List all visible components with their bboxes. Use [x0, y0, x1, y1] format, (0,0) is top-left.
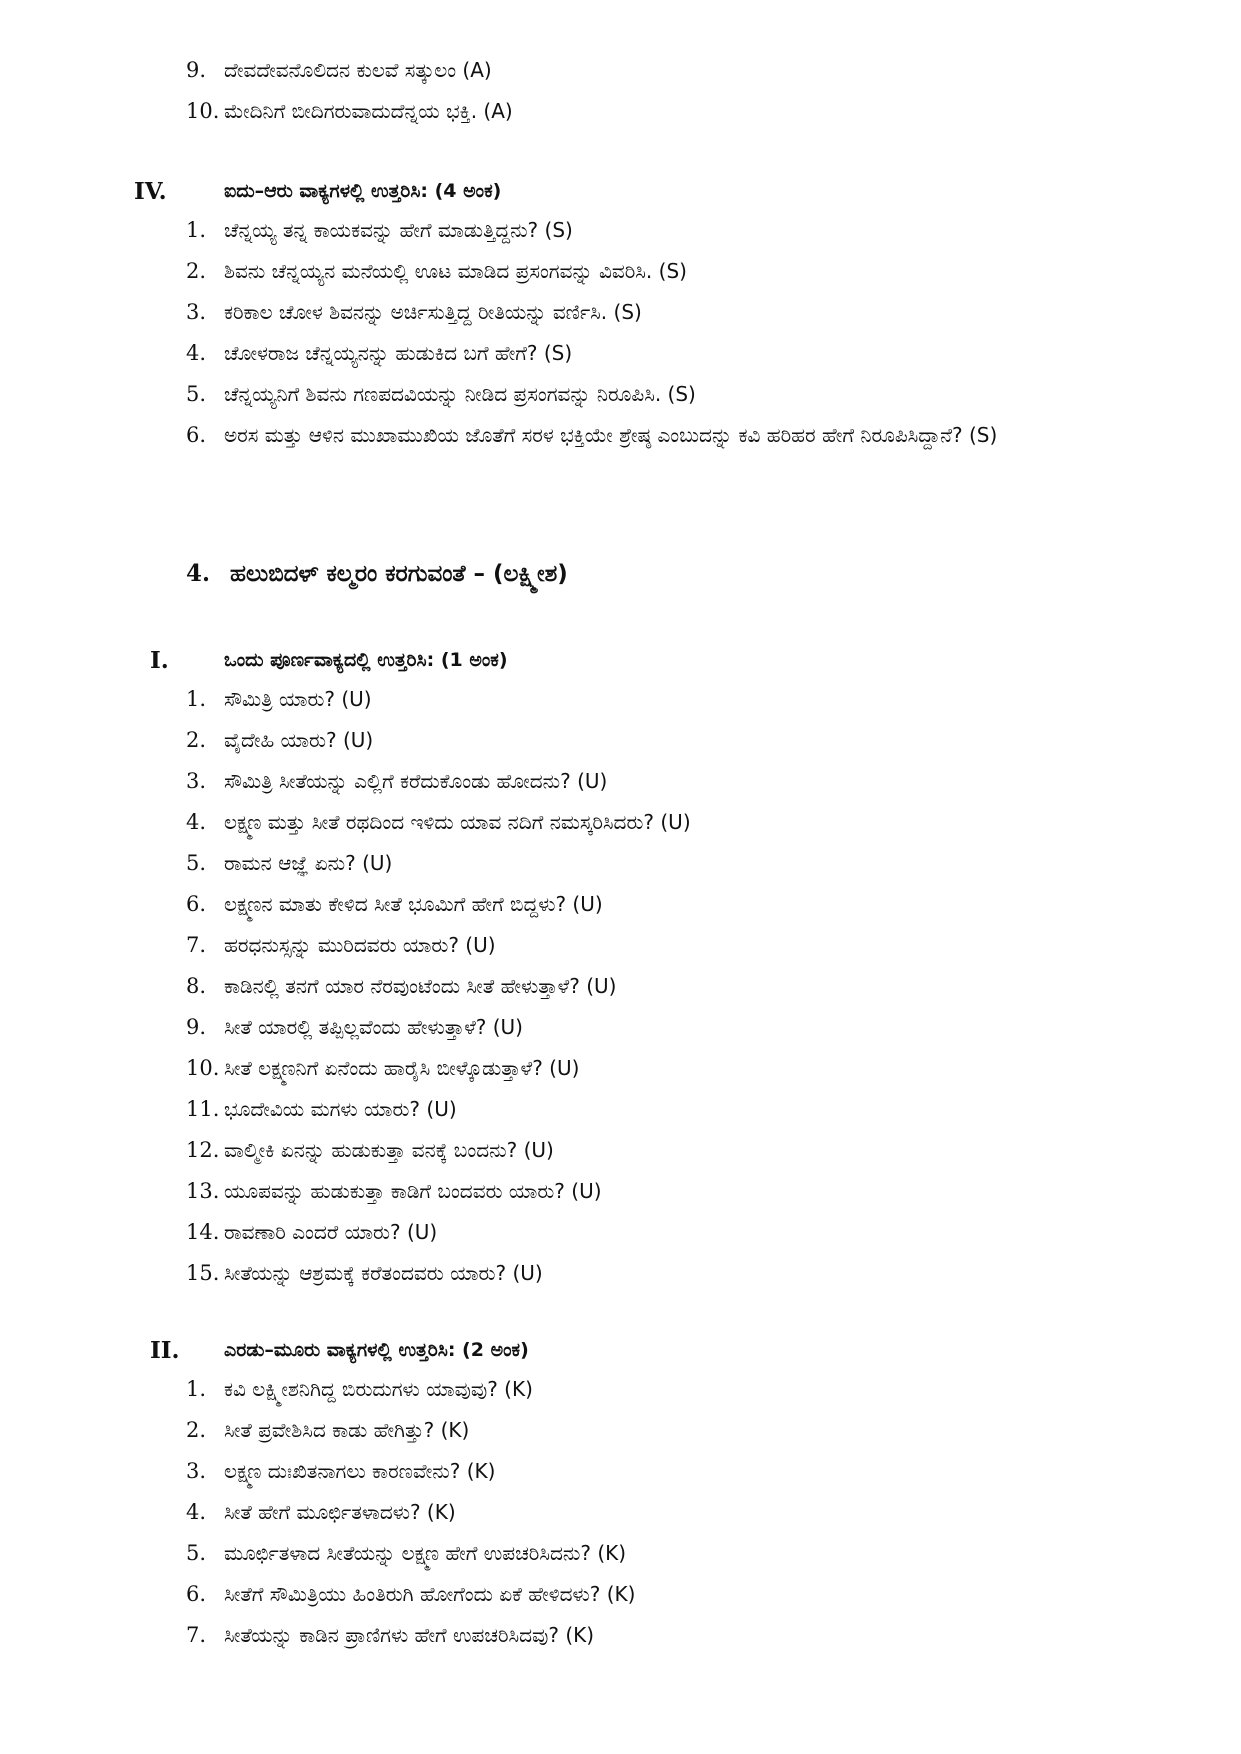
question-text: ವಾಲ್ಮೀಕಿ ಏನನ್ನು ಹುಡುಕುತ್ತಾ ವನಕ್ಕೆ ಬಂದನು? (U) — [224, 1138, 554, 1162]
question-text: ದೇವದೇವನೊಲಿದನ ಕುಲವೆ ಸತ್ಕುಲಂ (A) — [224, 58, 492, 82]
question-item — [186, 210, 1106, 251]
question-number: 4. — [186, 341, 207, 365]
question-text: ಸೀತೆಯನ್ನು ಆಶ್ರಮಕ್ಕೆ ಕರೆತಂದವರು ಯಾರು? (U) — [224, 1261, 543, 1285]
question-number: 6. — [186, 892, 207, 916]
question-item — [186, 1533, 1106, 1574]
section-ii-questions — [186, 1369, 1106, 1656]
question-text: ವೈದೇಹಿ ಯಾರು? (U) — [224, 728, 374, 752]
lesson-number: 4. — [186, 560, 211, 587]
question-text: ರಾಮನ ಆಜ್ಞೆ ಏನು? (U) — [224, 851, 393, 875]
question-number: 6. — [186, 423, 207, 447]
question-text: ಕರಿಕಾಲ ಚೋಳ ಶಿವನನ್ನು ಅರ್ಚಿಸುತ್ತಿದ್ದ ರೀತಿಯನ್ನು ವರ್ಣಿಸಿ. (S) — [224, 300, 642, 324]
lesson-title — [186, 560, 568, 587]
section-ii-header — [0, 1331, 1241, 1371]
question-number: 10. — [186, 1056, 220, 1080]
question-item — [186, 720, 1106, 761]
section-i-questions — [186, 679, 1106, 1294]
question-text: ಸೀತೆ ಪ್ರವೇಶಿಸಿದ ಕಾಡು ಹೇಗಿತ್ತು? (K) — [224, 1418, 470, 1442]
section-heading: ಒಂದು ಪೂರ್ಣವಾಕ್ಯದಲ್ಲಿ ಉತ್ತರಿಸಿ: (1 ಅಂಕ) — [224, 649, 508, 671]
question-text: ಸೌಮಿತ್ರಿ ಸೀತೆಯನ್ನು ಎಲ್ಲಿಗೆ ಕರೆದುಕೊಂಡು ಹೋದನು? (U) — [224, 769, 608, 793]
question-number: 2. — [186, 259, 207, 283]
question-number: 13. — [186, 1179, 220, 1203]
question-number: 3. — [186, 300, 207, 324]
question-text: ಲಕ್ಷ್ಮಣ ಮತ್ತು ಸೀತೆ ರಥದಿಂದ ಇಳಿದು ಯಾವ ನದಿಗೆ ನಮಸ್ಕರಿಸಿದರು? (U) — [224, 810, 691, 834]
question-number: 2. — [186, 1418, 207, 1442]
question-item — [186, 1048, 1106, 1089]
question-item — [186, 1410, 1106, 1451]
section-roman-numeral: II. — [150, 1337, 180, 1364]
question-item — [186, 1451, 1106, 1492]
question-item — [186, 333, 1106, 374]
question-item — [186, 925, 1106, 966]
question-item — [186, 1130, 1106, 1171]
question-item — [186, 966, 1106, 1007]
question-text: ಅರಸ ಮತ್ತು ಆಳಿನ ಮುಖಾಮುಖಿಯ ಜೊತೆಗೆ ಸರಳ ಭಕ್ತಿಯೇ ಶ್ರೇಷ್ಠ ಎಂಬುದನ್ನು ಕವಿ ಹರಿಹರ ಹೇಗೆ ನಿರೂಪಿಸಿದ್ದಾನೆ? (S) — [224, 423, 998, 447]
question-text: ಲಕ್ಷ್ಮಣ ದುಃಖಿತನಾಗಲು ಕಾರಣವೇನು? (K) — [224, 1459, 496, 1483]
question-number: 14. — [186, 1220, 220, 1244]
question-item — [186, 1253, 1106, 1294]
question-number: 15. — [186, 1261, 220, 1285]
question-item — [186, 91, 1106, 132]
question-item — [186, 1369, 1106, 1410]
question-item — [186, 1007, 1106, 1048]
question-text: ಚೆನ್ನಯ್ಯನಿಗೆ ಶಿವನು ಗಣಪದವಿಯನ್ನು ನೀಡಿದ ಪ್ರಸಂಗವನ್ನು ನಿರೂಪಿಸಿ. (S) — [224, 382, 696, 406]
section-iv-questions — [186, 210, 1106, 456]
question-text: ಸೀತೆ ಲಕ್ಷ್ಮಣನಿಗೆ ಏನೆಂದು ಹಾರೈಸಿ ಬೀಳ್ಕೊಡುತ್ತಾಳೆ? (U) — [224, 1056, 580, 1080]
question-number: 4. — [186, 1500, 207, 1524]
question-item — [186, 415, 1106, 456]
question-number: 1. — [186, 687, 207, 711]
question-number: 5. — [186, 851, 207, 875]
question-text: ಯೂಪವನ್ನು ಹುಡುಕುತ್ತಾ ಕಾಡಿಗೆ ಬಂದವರು ಯಾರು? (U) — [224, 1179, 602, 1203]
section-roman-numeral: IV. — [134, 178, 167, 205]
question-number: 9. — [186, 58, 207, 82]
question-text: ಮೂರ್ಛಿತಳಾದ ಸೀತೆಯನ್ನು ಲಕ್ಷ್ಮಣ ಹೇಗೆ ಉಪಚರಿಸಿದನು? (K) — [224, 1541, 627, 1565]
section-heading: ಎರಡು–ಮೂರು ವಾಕ್ಯಗಳಲ್ಲಿ ಉತ್ತರಿಸಿ: (2 ಅಂಕ) — [224, 1339, 529, 1361]
question-item — [186, 843, 1106, 884]
question-number: 5. — [186, 382, 207, 406]
question-item — [186, 1171, 1106, 1212]
question-number: 7. — [186, 1623, 207, 1647]
question-text: ಭೂದೇವಿಯ ಮಗಳು ಯಾರು? (U) — [224, 1097, 457, 1121]
question-text: ಕವಿ ಲಕ್ಷ್ಮೀಶನಿಗಿದ್ದ ಬಿರುದುಗಳು ಯಾವುವು? (K) — [224, 1377, 533, 1401]
question-item — [186, 292, 1106, 333]
question-text: ಸೀತೆಗೆ ಸೌಮಿತ್ರಿಯು ಹಿಂತಿರುಗಿ ಹೋಗೆಂದು ಏಕೆ ಹೇಳಿದಳು? (K) — [224, 1582, 636, 1606]
question-item — [186, 251, 1106, 292]
question-item — [186, 1492, 1106, 1533]
question-item — [186, 1212, 1106, 1253]
question-item — [186, 1574, 1106, 1615]
question-number: 2. — [186, 728, 207, 752]
question-text: ಸೀತೆ ಯಾರಲ್ಲಿ ತಪ್ಪಿಲ್ಲವೆಂದು ಹೇಳುತ್ತಾಳೆ? (U) — [224, 1015, 523, 1039]
question-item — [186, 374, 1106, 415]
question-text: ಸೌಮಿತ್ರಿ ಯಾರು? (U) — [224, 687, 372, 711]
question-item — [186, 1089, 1106, 1130]
question-item — [186, 1615, 1106, 1656]
question-number: 11. — [186, 1097, 220, 1121]
question-text: ಹರಧನುಸ್ಸನ್ನು ಮುರಿದವರು ಯಾರು? (U) — [224, 933, 496, 957]
question-number: 12. — [186, 1138, 220, 1162]
question-number: 10. — [186, 99, 220, 123]
question-text: ಸೀತೆಯನ್ನು ಕಾಡಿನ ಪ್ರಾಣಿಗಳು ಹೇಗೆ ಉಪಚರಿಸಿದವು? (K) — [224, 1623, 595, 1647]
question-number: 5. — [186, 1541, 207, 1565]
question-text: ಮೇದಿನಿಗೆ ಬೀದಿಗರುವಾದುದೆನ್ನಯ ಭಕ್ತಿ. (A) — [224, 99, 513, 123]
section-roman-numeral: I. — [150, 647, 169, 674]
question-text: ಲಕ್ಷ್ಮಣನ ಮಾತು ಕೇಳಿದ ಸೀತೆ ಭೂಮಿಗೆ ಹೇಗೆ ಬಿದ್ದಳು? (U) — [224, 892, 603, 916]
question-number: 1. — [186, 1377, 207, 1401]
question-number: 1. — [186, 218, 207, 242]
question-item — [186, 884, 1106, 925]
question-item — [186, 802, 1106, 843]
section-heading: ಐದು–ಆರು ವಾಕ್ಯಗಳಲ್ಲಿ ಉತ್ತರಿಸಿ: (4 ಅಂಕ) — [224, 180, 502, 202]
question-text: ಚೋಳರಾಜ ಚೆನ್ನಯ್ಯನನ್ನು ಹುಡುಕಿದ ಬಗೆ ಹೇಗೆ? (S) — [224, 341, 573, 365]
lesson-title-text: ಹಲುಬಿದಳ್ ಕಲ್ಮರಂ ಕರಗುವಂತೆ – (ಲಕ್ಷ್ಮೀಶ) — [230, 561, 568, 587]
question-number: 3. — [186, 769, 207, 793]
section-iv-header — [0, 172, 1241, 212]
question-number: 9. — [186, 1015, 207, 1039]
question-list-continued — [186, 50, 1106, 132]
question-text: ಸೀತೆ ಹೇಗೆ ಮೂರ್ಛಿತಳಾದಳು? (K) — [224, 1500, 456, 1524]
question-item — [186, 761, 1106, 802]
question-text: ಶಿವನು ಚೆನ್ನಯ್ಯನ ಮನೆಯಲ್ಲಿ ಊಟ ಮಾಡಿದ ಪ್ರಸಂಗವನ್ನು ವಿವರಿಸಿ. (S) — [224, 259, 687, 283]
question-item — [186, 679, 1106, 720]
question-text: ಚೆನ್ನಯ್ಯ ತನ್ನ ಕಾಯಕವನ್ನು ಹೇಗೆ ಮಾಡುತ್ತಿದ್ದನು? (S) — [224, 218, 573, 242]
section-i-header — [0, 641, 1241, 681]
question-number: 6. — [186, 1582, 207, 1606]
question-item — [186, 50, 1106, 91]
question-number: 8. — [186, 974, 207, 998]
question-text: ಕಾಡಿನಲ್ಲಿ ತನಗೆ ಯಾರ ನೆರವುಂಟೆಂದು ಸೀತೆ ಹೇಳುತ್ತಾಳೆ? (U) — [224, 974, 617, 998]
question-text: ರಾವಣಾರಿ ಎಂದರೆ ಯಾರು? (U) — [224, 1220, 438, 1244]
question-number: 7. — [186, 933, 207, 957]
question-number: 3. — [186, 1459, 207, 1483]
question-number: 4. — [186, 810, 207, 834]
